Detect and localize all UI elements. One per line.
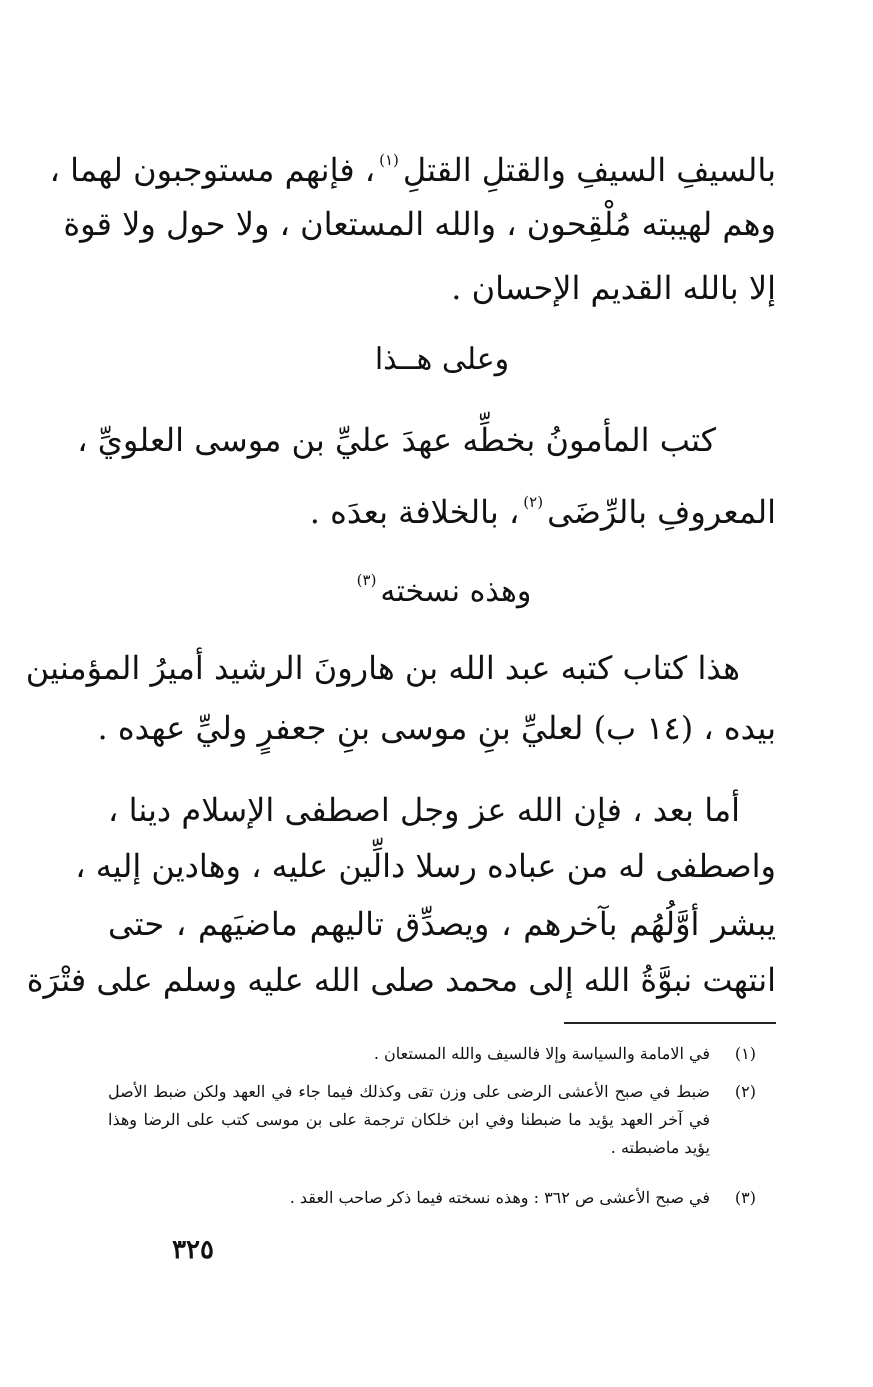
footnote-ref-1: (١) [379, 151, 399, 169]
heading-text: وعلى هــذا [374, 342, 510, 377]
paragraph-1-line-2: وهم لهيبته مُلْقِحون ، والله المستعان ، ولا حول ولا قوة [63, 205, 776, 243]
paragraph-4 [26, 790, 776, 1010]
text-run: إلا بالله القديم الإحسان . [451, 269, 776, 307]
paragraph-2-line-1: كتب المأمونُ بخطِّه عهدَ عليِّ بن موسى العلويِّ ، [77, 421, 716, 459]
paragraph-4-line-2: واصطفى له من عباده رسلا دالِّين عليه ، وهادين إليه ، [75, 847, 776, 885]
footnote-text: في صبح الأعشى ص ٣٦٢ : وهذه نسخته فيما ذكر صاحب العقد . [289, 1188, 710, 1207]
footnote-text-line-1: ضبط في صبح الأعشى الرضى على وزن تقى وكذلك فيما جاء في العهد ولكن ضبط الأصل [108, 1082, 710, 1101]
paragraph-2-line-2 [108, 482, 776, 532]
text-run: بيده ، (١٤ ب) لعليِّ بنِ موسى بنِ جعفرٍ وليِّ عهده . [97, 709, 776, 747]
page-number: ٣٢٥ [172, 1235, 214, 1265]
paragraph-2 [77, 420, 776, 531]
paragraph-4-line-3: يبشر أوَّلُهُم بآخرهم ، ويصدِّق تاليهم ماضيَهم ، حتى [108, 905, 776, 943]
paragraph-1 [49, 140, 776, 307]
heading-text [108, 560, 776, 612]
text-run: ، بالخلافة بعدَه . [309, 493, 520, 531]
footnote-1 [108, 1040, 756, 1068]
footnote-3 [108, 1184, 756, 1212]
paragraph-3-line-1: هذا كتاب كتبه عبد الله بن هارونَ الرشيد أميرُ المؤمنين [25, 649, 740, 687]
footnote-number: (٣) [734, 1188, 756, 1207]
footnote-number: (١) [734, 1044, 756, 1063]
paragraph-3-line-2 [97, 708, 776, 748]
footnote-text-line-2: في آخر العهد يؤيد ما ضبطنا وفي ابن خلكان ترجمة على بن موسى كتب على الرضا وهذا [108, 1110, 710, 1129]
paragraph-4-line-1: أما بعد ، فإن الله عز وجل اصطفى الإسلام دينا ، [108, 791, 740, 829]
footnote-separator [564, 1022, 776, 1024]
section-heading-1 [108, 340, 776, 380]
footnote-ref-2: (٢) [523, 493, 544, 511]
paragraph-3 [25, 648, 776, 748]
footnote-number: (٢) [734, 1082, 756, 1101]
text-run: المعروفِ بالرِّضَى [547, 493, 776, 531]
footnote-2 [108, 1078, 756, 1164]
paragraph-4-line-4: انتهت نبوَّةُ الله إلى محمد صلى الله عليه وسلم على فتْرَة [26, 961, 776, 999]
footnote-text-line-3: يؤيد ماضبطته . [610, 1138, 710, 1157]
paragraph-1-line-1 [49, 140, 776, 190]
text-run: بالسيفِ السيفِ والقتلِ القتلِ [402, 151, 776, 189]
footnote-ref-3: (٣) [356, 571, 377, 589]
paragraph-1-line-3 [108, 268, 776, 308]
text-run: ، فإنهم مستوجبون لهما ، [49, 151, 376, 189]
section-heading-2 [108, 560, 776, 609]
text-run: وهذه نسخته [380, 574, 532, 609]
footnote-text: في الامامة والسياسة وإلا فالسيف والله المستعان . [373, 1044, 710, 1063]
